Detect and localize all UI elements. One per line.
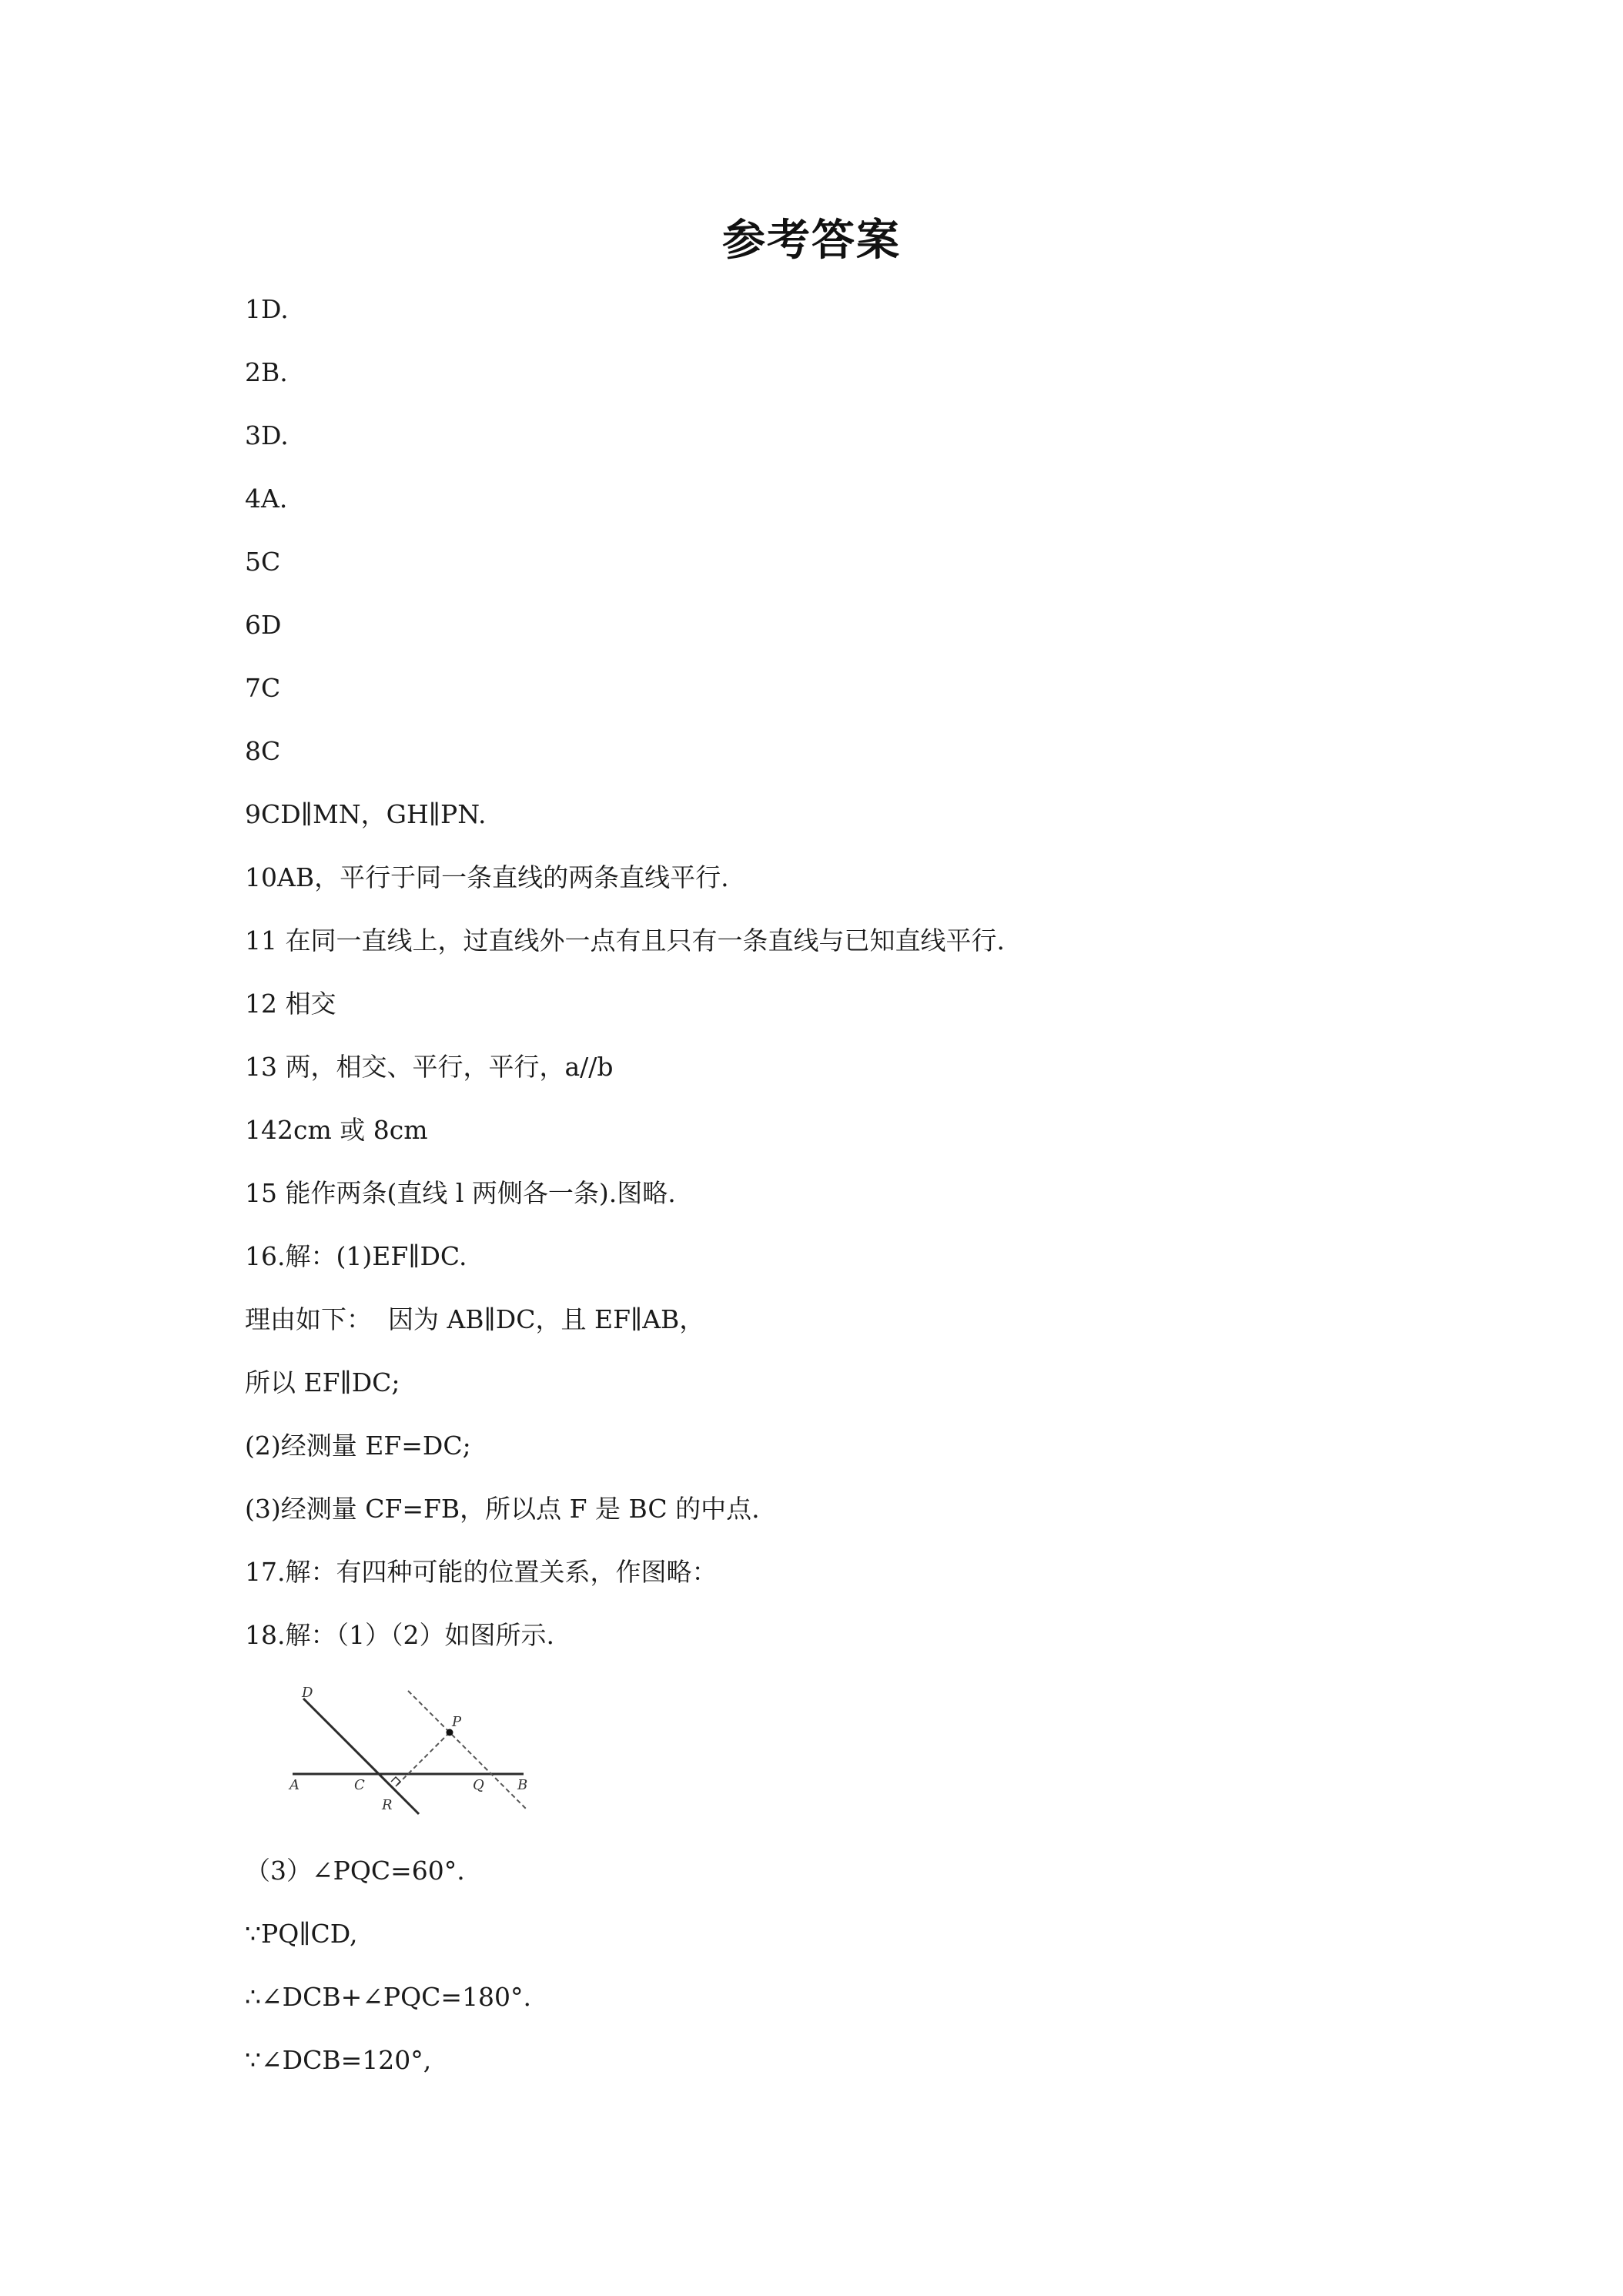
label-c: C <box>354 1777 365 1793</box>
answer-1: 1D. <box>245 294 289 324</box>
answer-18-part3: （3）∠PQC=60°. <box>245 1856 465 1886</box>
label-b: B <box>517 1777 528 1793</box>
answer-17: 17.解：有四种可能的位置关系，作图略： <box>245 1557 718 1587</box>
page-title: 参考答案 <box>722 216 901 266</box>
answer-10: 10AB，平行于同一条直线的两条直线平行. <box>245 862 729 892</box>
answer-18-given: ∵PQ∥CD, <box>245 1919 358 1949</box>
label-p: P <box>452 1714 462 1730</box>
answer-16: 16.解：(1)EF∥DC. <box>245 1241 467 1271</box>
answer-15: 15 能作两条(直线 l 两侧各一条).图略. <box>245 1178 676 1208</box>
label-r: R <box>382 1797 393 1813</box>
label-d: D <box>302 1686 313 1701</box>
answer-5: 5C <box>245 547 281 577</box>
answer-12: 12 相交 <box>245 989 336 1019</box>
answer-18-because: ∵∠DCB=120°, <box>245 2045 432 2075</box>
answer-9: 9CD∥MN，GH∥PN. <box>245 799 487 829</box>
answer-11: 11 在同一直线上，过直线外一点有且只有一条直线与已知直线平行. <box>245 925 1005 956</box>
line-dc <box>303 1699 419 1814</box>
geometry-figure <box>286 1686 540 1840</box>
answer-16-part2: (2)经测量 EF=DC; <box>245 1431 471 1461</box>
answer-16-reason: 理由如下： 因为 AB∥DC，且 EF∥AB， <box>245 1304 705 1334</box>
answer-14: 142cm 或 8cm <box>245 1115 428 1145</box>
label-a: A <box>289 1777 300 1793</box>
answer-8: 8C <box>245 736 281 766</box>
answer-7: 7C <box>245 673 281 703</box>
right-angle-marker <box>391 1777 400 1786</box>
answer-4: 4A. <box>245 484 288 514</box>
answer-18-therefore: ∴∠DCB+∠PQC=180°. <box>245 1982 532 2012</box>
answer-16-conclusion: 所以 EF∥DC; <box>245 1367 400 1397</box>
answer-13: 13 两，相交、平行，平行，a//b <box>245 1052 614 1082</box>
label-q: Q <box>473 1777 484 1793</box>
answer-18: 18.解：（1）（2）如图所示. <box>245 1620 554 1650</box>
answer-3: 3D. <box>245 420 289 450</box>
line-pq-dashed <box>408 1691 527 1809</box>
answer-6: 6D <box>245 610 282 640</box>
perpendicular-pr-dashed <box>396 1732 450 1786</box>
geometry-figure-svg <box>286 1686 540 1840</box>
answer-16-part3: (3)经测量 CF=FB，所以点 F 是 BC 的中点. <box>245 1494 760 1524</box>
answer-2: 2B. <box>245 357 288 387</box>
